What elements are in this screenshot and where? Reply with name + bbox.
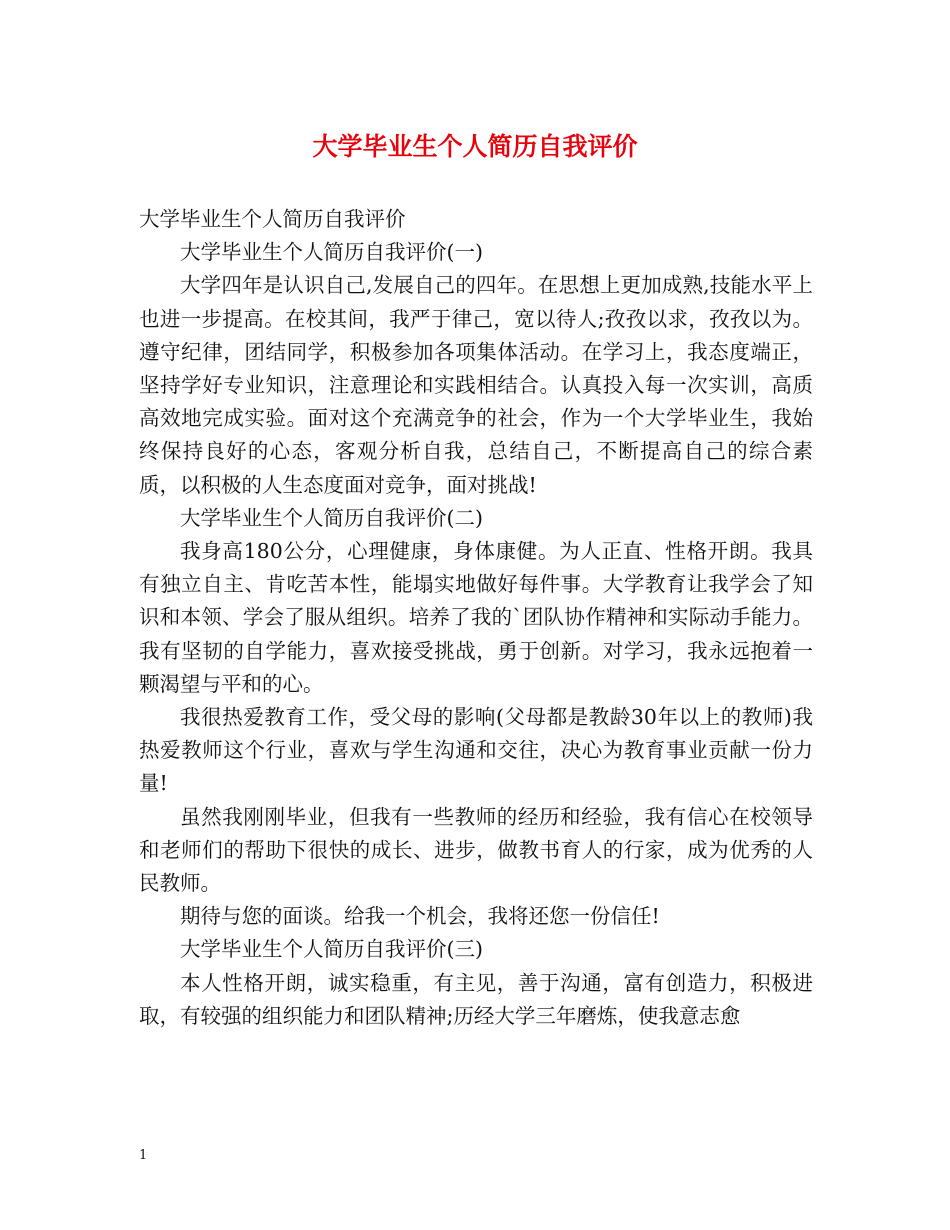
document-body [139,203,813,1033]
section-heading-3: 大学毕业生个人简历自我评价(三) [180,937,483,962]
section-heading-2: 大学毕业生个人简历自我评价(二) [180,505,483,530]
paragraph: 本人性格开朗，诚实稳重，有主见，善于沟通，富有创造力，积极进取，有较强的组织能力和团队精神;历经大学三年磨炼，使我意志愈 [139,970,813,1028]
paragraph: 期待与您的面谈。给我一个机会，我将还您一份信任! [180,904,660,929]
paragraph: 大学四年是认识自己,发展自己的四年。在思想上更加成熟,技能水平上也进一步提高。在校其间，我严于律己，宽以待人;孜孜以求，孜孜以为。遵守纪律，团结同学，积极参加各项集体活动。在学习上，我态度端正，坚持学好专业知识，注意理论和实践相结合。认真投入每一次实训，高质高效地完成实验。面对这个充满竞争的社会，作为一个大学毕业生，我始终保持良好的心态，客观分析自我，总结自己，不断提高自己的综合素质，以积极的人生态度面对竞争，面对挑战! [139,273,813,497]
paragraph-heading: 大学毕业生个人简历自我评价 [139,207,406,231]
paragraph: 我很热爱教育工作，受父母的影响(父母都是教龄30年以上的教师)我热爱教师这个行业，喜欢与学生沟通和交往，决心为教育事业贡献一份力量! [139,705,813,796]
section-heading-1: 大学毕业生个人简历自我评价(一) [180,240,483,265]
document-title: 大学毕业生个人简历自我评价 [312,132,638,161]
page-number: 1 [139,1148,148,1163]
paragraph: 虽然我刚刚毕业，但我有一些教师的经历和经验，我有信心在校领导和老师们的帮助下很快的成长、进步，做教书育人的行家，成为优秀的人民教师。 [139,804,813,896]
paragraph: 我身高180公分，心理健康，身体康健。为人正直、性格开朗。我具有独立自主、肯吃苦本性，能塌实地做好每件事。大学教育让我学会了知识和本领、学会了服从组织。培养了我的`团队协作精神和实际动手能力。我有坚韧的自学能力，喜欢接受挑战，勇于创新。对学习，我永远抱着一颗渴望与平和的心。 [139,539,813,696]
